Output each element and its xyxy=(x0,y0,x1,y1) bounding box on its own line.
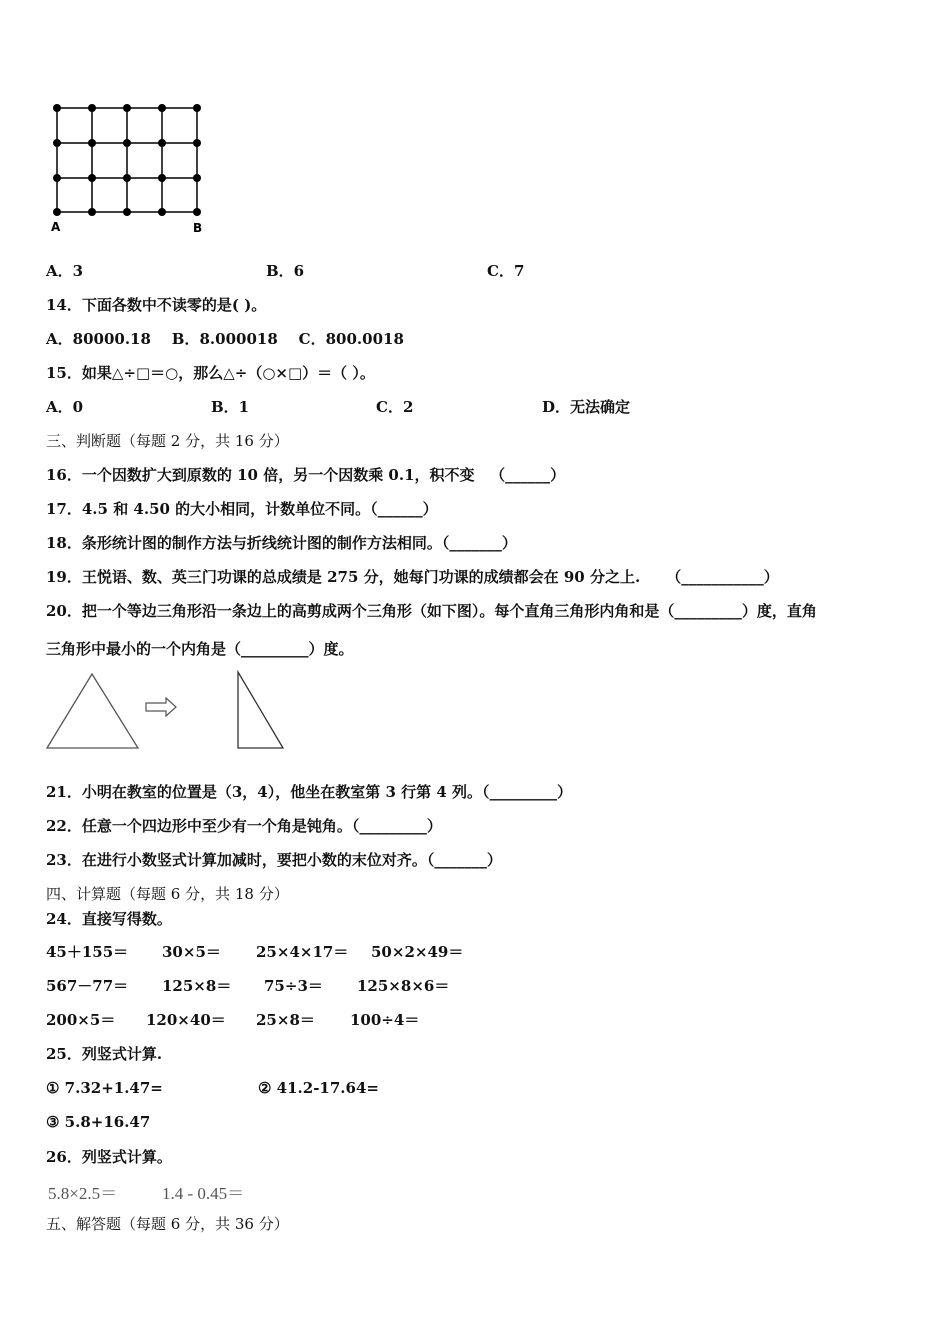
q25-item-2: ② 41.2-17.64= xyxy=(258,1079,379,1097)
q15-option-d: D．无法确定 xyxy=(542,398,631,416)
q19-text: 19．王悦语、数、英三门功课的总成绩是 275 分，她每门功课的成绩都会在 90 分之上. （___________） xyxy=(46,568,779,586)
grid-label-b: B xyxy=(193,221,203,235)
q21-text: 21．小明在教室的位置是（3，4），他坐在教室第 3 行第 4 列。（_________） xyxy=(46,783,573,801)
q24-item: 125×8＝ xyxy=(162,977,232,995)
q24-text: 24．直接写得数。 xyxy=(46,910,172,928)
q15-option-a: A．0 xyxy=(46,398,84,416)
q15-text: 15．如果△÷□＝○，那么△÷（○×□）＝（ ）。 xyxy=(46,364,375,382)
q25-item-3: ③ 5.8+16.47 xyxy=(46,1113,151,1131)
q20-text-line1: 20．把一个等边三角形沿一条边上的高剪成两个三角形（如下图）。每个直角三角形内角和是（_________）度，直角 xyxy=(46,602,817,620)
q26-item-2: 1.4 - 0.45＝ xyxy=(162,1184,245,1203)
q15-option-c: C．2 xyxy=(376,398,414,416)
q26-text: 26．列竖式计算。 xyxy=(46,1148,172,1166)
right-triangle xyxy=(238,672,283,748)
q24-item: 30×5＝ xyxy=(162,943,221,961)
q24-item: 45＋155＝ xyxy=(46,943,129,961)
q18-text: 18．条形统计图的制作方法与折线统计图的制作方法相同。（_______） xyxy=(46,534,517,552)
q24-item: 100÷4＝ xyxy=(350,1011,420,1029)
q14-options: A．80000.18 B．8.000018 C．800.0018 xyxy=(46,330,404,348)
q24-item: 120×40＝ xyxy=(146,1011,226,1029)
q25-text: 25．列竖式计算. xyxy=(46,1045,163,1063)
q25-item-1: ① 7.32+1.47= xyxy=(46,1079,163,1097)
section-3-heading: 三、判断题（每题 2 分，共 16 分） xyxy=(46,432,289,450)
q22-text: 22．任意一个四边形中至少有一个角是钝角。（_________） xyxy=(46,817,442,835)
q23-text: 23．在进行小数竖式计算加减时，要把小数的末位对齐。（_______） xyxy=(46,851,502,869)
q24-item: 567－77＝ xyxy=(46,977,129,995)
triangle-figure xyxy=(44,670,294,754)
q20-text-line2: 三角形中最小的一个内角是（_________）度。 xyxy=(46,640,354,658)
q24-item: 50×2×49＝ xyxy=(371,943,464,961)
q13-option-b: B．6 xyxy=(266,262,305,280)
q16-text: 16．一个因数扩大到原数的 10 倍，另一个因数乘 0.1，积不变 （______） xyxy=(46,466,566,484)
q24-item: 75÷3＝ xyxy=(264,977,323,995)
section-4-heading: 四、计算题（每题 6 分，共 18 分） xyxy=(46,885,289,903)
q24-item: 125×8×6＝ xyxy=(357,977,450,995)
equilateral-triangle xyxy=(47,674,138,748)
section-5-heading: 五、解答题（每题 6 分，共 36 分） xyxy=(46,1215,289,1233)
q14-text: 14．下面各数中不读零的是( )。 xyxy=(46,296,267,314)
q24-item: 200×5＝ xyxy=(46,1011,116,1029)
arrow-icon xyxy=(146,698,176,716)
q17-text: 17．4.5 和 4.50 的大小相同，计数单位不同。（______） xyxy=(46,500,438,518)
grid-figure xyxy=(44,100,214,240)
q26-item-1: 5.8×2.5＝ xyxy=(48,1184,118,1203)
q24-item: 25×8＝ xyxy=(256,1011,315,1029)
q13-option-a: A．3 xyxy=(46,262,84,280)
q15-option-b: B．1 xyxy=(211,398,250,416)
q24-item: 25×4×17＝ xyxy=(256,943,349,961)
grid-label-a: A xyxy=(51,220,61,234)
q13-option-c: C．7 xyxy=(487,262,525,280)
